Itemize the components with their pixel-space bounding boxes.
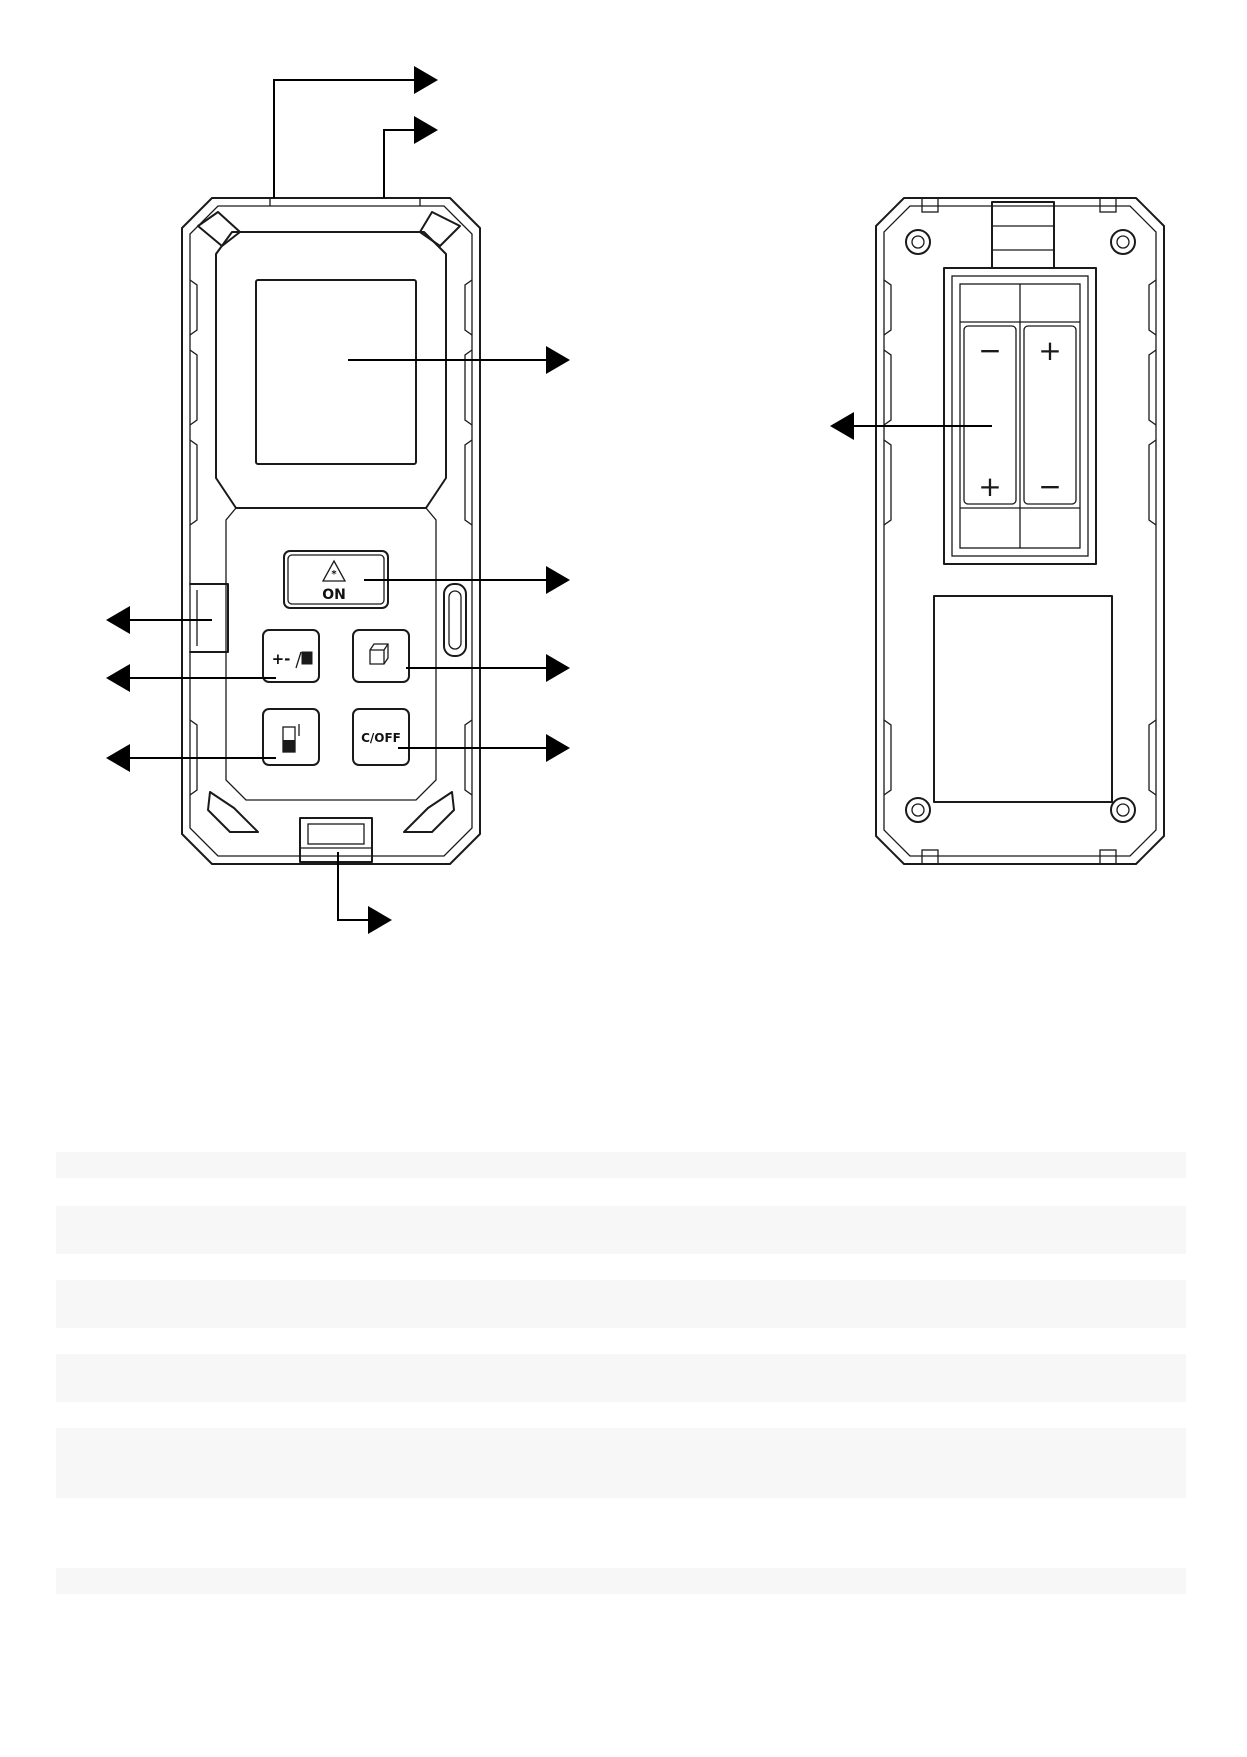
on-button-label: ON <box>322 587 346 603</box>
cube-icon <box>370 644 388 664</box>
right-side-slot <box>444 584 466 656</box>
side-measure-key[interactable] <box>190 584 228 652</box>
legend-row-1 <box>56 1152 1186 1178</box>
reference-point-icon <box>283 724 299 752</box>
clear-off-button[interactable] <box>353 709 409 765</box>
battery-mark-left-bottom: + <box>978 470 1002 503</box>
legend-row-3 <box>56 1280 1186 1328</box>
front-side-ridges <box>190 280 472 795</box>
add-subtract-button[interactable] <box>263 630 319 682</box>
arrow-laser-emitter <box>414 66 438 94</box>
add-subtract-icon <box>302 652 312 664</box>
arrow-battery-compartment <box>830 412 854 440</box>
device-front-view <box>182 198 480 864</box>
label-plate <box>934 596 1112 802</box>
legend-row-5 <box>56 1428 1186 1498</box>
arrow-clear-off-button <box>546 734 570 762</box>
callout-arrows <box>106 66 992 934</box>
arrow-reference-end-piece <box>368 906 392 934</box>
legend-table <box>56 1152 1186 1594</box>
battery-mark-left-top: − <box>978 334 1002 367</box>
arrow-laser-receiver <box>414 116 438 144</box>
arrow-area-volume-button <box>546 654 570 682</box>
belt-clip <box>992 202 1054 268</box>
front-corner-slot-tl <box>198 212 240 246</box>
arrow-side-key <box>106 606 130 634</box>
add-subtract-label: +- <box>271 650 291 668</box>
battery-mark-right-bottom: − <box>1038 470 1062 503</box>
laser-star-glyph: * <box>331 569 337 580</box>
legend-row-4 <box>56 1354 1186 1402</box>
arrow-measure-button <box>546 566 570 594</box>
battery-compartment <box>944 268 1096 564</box>
clear-off-label: C/OFF <box>361 731 401 745</box>
reference-point-button[interactable] <box>263 709 319 765</box>
arrow-add-subtract-button <box>106 664 130 692</box>
area-volume-button[interactable] <box>353 630 409 682</box>
legend-row-6 <box>56 1568 1186 1594</box>
screen-bezel <box>216 232 446 508</box>
front-corner-slot-bl <box>208 792 258 832</box>
battery-mark-right-top: + <box>1038 334 1062 367</box>
arrow-display <box>546 346 570 374</box>
front-corner-slot-tr <box>420 212 460 246</box>
front-corner-slot-br <box>404 792 454 832</box>
lcd-display <box>256 280 416 464</box>
arrow-reference-button <box>106 744 130 772</box>
device-back-view <box>876 198 1164 864</box>
front-outer-body <box>182 198 480 864</box>
legend-row-2 <box>56 1206 1186 1254</box>
